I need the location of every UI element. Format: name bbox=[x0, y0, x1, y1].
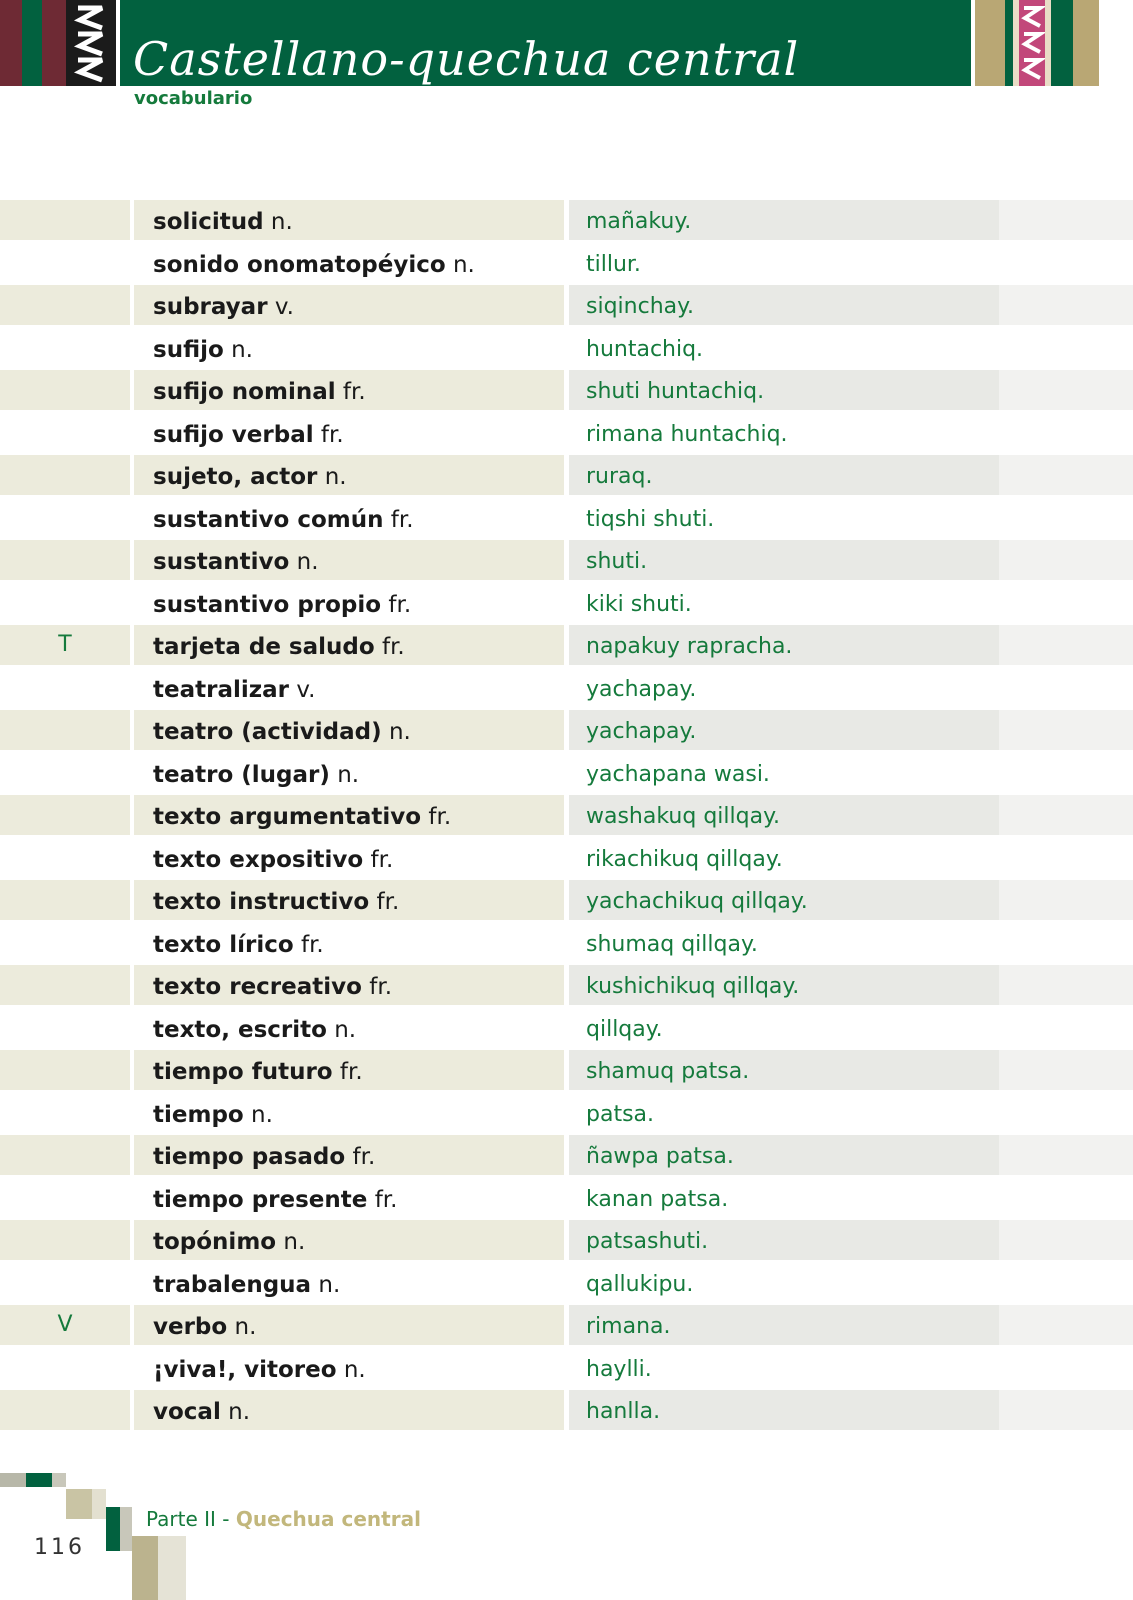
spanish-term: sufijo nominal bbox=[153, 379, 336, 405]
margin-cell bbox=[999, 668, 1133, 708]
letter-cell bbox=[0, 1348, 130, 1388]
margin-cell bbox=[999, 838, 1133, 878]
letter-cell bbox=[0, 880, 130, 920]
quechua-translation: rimana huntachiq. bbox=[586, 421, 788, 447]
spanish-term: sustantivo bbox=[153, 549, 290, 575]
quechua-translation: patsashuti. bbox=[586, 1229, 709, 1254]
margin-cell bbox=[999, 1263, 1133, 1303]
quechua-translation: patsa. bbox=[586, 1101, 655, 1127]
letter-cell bbox=[0, 1390, 130, 1430]
letter-cell bbox=[0, 795, 130, 835]
margin-cell bbox=[999, 1178, 1133, 1218]
spanish-entry bbox=[153, 762, 359, 788]
header-stripe bbox=[1051, 0, 1073, 86]
section-letter: T bbox=[58, 632, 72, 657]
page-title: Castellano-quechua central bbox=[133, 32, 800, 86]
grammar-tag: fr. bbox=[376, 889, 400, 915]
grammar-tag: fr. bbox=[320, 421, 344, 448]
spanish-term: texto argumentativo bbox=[153, 804, 422, 830]
spanish-entry bbox=[153, 507, 414, 533]
spanish-entry bbox=[153, 634, 405, 660]
quechua-translation: rimana. bbox=[586, 1314, 671, 1339]
quechua-translation: tillur. bbox=[586, 251, 641, 277]
quechua-translation: mañakuy. bbox=[586, 209, 692, 234]
grammar-tag: n. bbox=[251, 1101, 273, 1128]
letter-cell bbox=[0, 710, 130, 750]
margin-cell bbox=[999, 540, 1133, 580]
spanish-term: teatralizar bbox=[153, 676, 289, 703]
spanish-term: trabalengua bbox=[153, 1271, 312, 1298]
spanish-entry bbox=[153, 804, 451, 830]
spanish-entry bbox=[153, 422, 344, 448]
table-row bbox=[0, 243, 1133, 286]
margin-cell bbox=[999, 370, 1133, 410]
grammar-tag: fr. bbox=[428, 804, 452, 830]
quechua-translation: kiki shuti. bbox=[586, 591, 692, 617]
letter-cell bbox=[0, 455, 130, 495]
quechua-translation: napakuy rapracha. bbox=[586, 634, 793, 659]
spanish-entry bbox=[153, 974, 392, 1000]
header-stripe bbox=[0, 0, 22, 86]
table-row bbox=[0, 880, 1133, 923]
letter-cell bbox=[0, 328, 130, 368]
grammar-tag: n. bbox=[231, 336, 253, 363]
margin-cell bbox=[999, 1135, 1133, 1175]
spanish-term: texto, escrito bbox=[153, 1016, 327, 1043]
spanish-term: subrayar bbox=[153, 294, 268, 320]
grammar-tag: n. bbox=[324, 464, 347, 490]
table-row bbox=[0, 370, 1133, 413]
grammar-tag: fr. bbox=[339, 1059, 363, 1085]
spanish-entry bbox=[153, 889, 399, 915]
grammar-tag: n. bbox=[337, 761, 360, 788]
quechua-translation: tiqshi shuti. bbox=[586, 506, 715, 532]
margin-cell bbox=[999, 965, 1133, 1005]
table-row bbox=[0, 1178, 1133, 1221]
grammar-tag: fr. bbox=[370, 846, 394, 873]
quechua-translation: kushichikuq qillqay. bbox=[586, 974, 800, 999]
letter-cell bbox=[0, 1093, 130, 1133]
spanish-entry bbox=[153, 464, 347, 490]
spanish-entry bbox=[153, 1017, 356, 1043]
quechua-translation: qallukipu. bbox=[586, 1271, 694, 1297]
quechua-translation: washakuq qillqay. bbox=[586, 804, 780, 829]
grammar-tag: n. bbox=[318, 1271, 341, 1298]
table-row bbox=[0, 753, 1133, 796]
letter-cell bbox=[0, 200, 130, 240]
header-stripe bbox=[42, 0, 66, 86]
table-row bbox=[0, 285, 1133, 328]
margin-cell bbox=[999, 1093, 1133, 1133]
table-row bbox=[0, 455, 1133, 498]
header-stripe bbox=[1005, 0, 1013, 86]
spanish-term: tiempo presente bbox=[153, 1186, 368, 1213]
letter-cell bbox=[0, 838, 130, 878]
grammar-tag: n. bbox=[234, 1314, 257, 1340]
table-row bbox=[0, 965, 1133, 1008]
quechua-translation: siqinchay. bbox=[586, 294, 694, 319]
spanish-term: sufijo verbal bbox=[153, 421, 314, 448]
grammar-tag: n. bbox=[296, 549, 319, 575]
quechua-translation: hanlla. bbox=[586, 1399, 661, 1424]
table-row bbox=[0, 1093, 1133, 1136]
spanish-term: texto recreativo bbox=[153, 974, 362, 1000]
table-row bbox=[0, 1050, 1133, 1093]
grammar-tag: n. bbox=[452, 251, 475, 278]
footer-part: Parte II bbox=[146, 1507, 216, 1531]
letter-cell bbox=[0, 1220, 130, 1260]
spanish-entry bbox=[153, 549, 319, 575]
spanish-term: solicitud bbox=[153, 209, 264, 235]
spanish-term: tiempo pasado bbox=[153, 1144, 346, 1170]
letter-cell bbox=[0, 413, 130, 453]
quechua-translation: ñawpa patsa. bbox=[586, 1144, 734, 1169]
quechua-translation: shuti huntachiq. bbox=[586, 379, 765, 404]
margin-cell bbox=[999, 1220, 1133, 1260]
spanish-entry bbox=[153, 1059, 363, 1085]
spanish-term: vocal bbox=[153, 1399, 221, 1425]
table-row bbox=[0, 200, 1133, 243]
table-row bbox=[0, 1008, 1133, 1051]
letter-cell bbox=[0, 370, 130, 410]
margin-cell bbox=[999, 498, 1133, 538]
margin-cell bbox=[999, 455, 1133, 495]
table-row bbox=[0, 795, 1133, 838]
grammar-tag: fr. bbox=[374, 1186, 398, 1213]
spanish-term: texto expositivo bbox=[153, 846, 364, 873]
grammar-tag: fr. bbox=[352, 1144, 376, 1170]
table-row bbox=[0, 1305, 1133, 1348]
margin-cell bbox=[999, 1050, 1133, 1090]
spanish-entry bbox=[153, 294, 294, 320]
grammar-tag: n. bbox=[228, 1399, 251, 1425]
table-row bbox=[0, 328, 1133, 371]
quechua-translation: ruraq. bbox=[586, 464, 653, 489]
header-stripe bbox=[1099, 0, 1133, 86]
margin-cell bbox=[999, 1348, 1133, 1388]
spanish-entry bbox=[153, 1102, 273, 1128]
spanish-term: sustantivo común bbox=[153, 506, 384, 533]
spanish-entry bbox=[153, 337, 253, 363]
margin-cell bbox=[999, 625, 1133, 665]
margin-cell bbox=[999, 880, 1133, 920]
quechua-translation: shumaq qillqay. bbox=[586, 931, 758, 957]
margin-cell bbox=[999, 1305, 1133, 1345]
table-row bbox=[0, 668, 1133, 711]
quechua-translation: yachachikuq qillqay. bbox=[586, 889, 808, 914]
table-row bbox=[0, 838, 1133, 881]
grammar-tag: fr. bbox=[388, 591, 412, 618]
letter-cell bbox=[0, 753, 130, 793]
quechua-translation: yachapana wasi. bbox=[586, 761, 770, 787]
grammar-tag: n. bbox=[343, 1356, 366, 1383]
table-row bbox=[0, 540, 1133, 583]
spanish-term: tiempo bbox=[153, 1101, 244, 1128]
letter-cell bbox=[0, 668, 130, 708]
spanish-entry bbox=[153, 1272, 340, 1298]
spanish-term: topónimo bbox=[153, 1229, 277, 1255]
letter-cell bbox=[0, 583, 130, 623]
header-stripe bbox=[1073, 0, 1099, 86]
spanish-entry bbox=[153, 1399, 250, 1425]
letter-cell bbox=[0, 285, 130, 325]
spanish-term: sujeto, actor bbox=[153, 464, 318, 490]
weave-motif-right-icon bbox=[1019, 0, 1045, 86]
letter-cell bbox=[0, 1008, 130, 1048]
quechua-translation: shuti. bbox=[586, 549, 648, 574]
margin-cell bbox=[999, 1390, 1133, 1430]
letter-cell bbox=[0, 540, 130, 580]
letter-cell bbox=[0, 1178, 130, 1218]
spanish-entry bbox=[153, 1314, 256, 1340]
grammar-tag: fr. bbox=[381, 634, 405, 660]
grammar-tag: n. bbox=[270, 209, 293, 235]
margin-cell bbox=[999, 795, 1133, 835]
spanish-term: sufijo bbox=[153, 336, 224, 363]
grammar-tag: fr. bbox=[390, 506, 414, 533]
quechua-translation: shamuq patsa. bbox=[586, 1059, 750, 1084]
table-row bbox=[0, 1220, 1133, 1263]
margin-cell bbox=[999, 413, 1133, 453]
spanish-entry bbox=[153, 1229, 305, 1255]
table-row bbox=[0, 923, 1133, 966]
section-letter: V bbox=[57, 1312, 73, 1337]
table-row bbox=[0, 498, 1133, 541]
spanish-term: ¡viva!, vitoreo bbox=[153, 1356, 337, 1383]
spanish-term: tiempo futuro bbox=[153, 1059, 333, 1085]
spanish-term: texto lírico bbox=[153, 931, 294, 958]
margin-cell bbox=[999, 753, 1133, 793]
margin-cell bbox=[999, 243, 1133, 283]
spanish-term: verbo bbox=[153, 1314, 228, 1340]
letter-cell bbox=[0, 1135, 130, 1175]
grammar-tag: n. bbox=[334, 1016, 357, 1043]
margin-cell bbox=[999, 200, 1133, 240]
quechua-translation: haylli. bbox=[586, 1356, 652, 1382]
spanish-entry bbox=[153, 932, 324, 958]
letter-cell bbox=[0, 1263, 130, 1303]
table-row bbox=[0, 710, 1133, 753]
spanish-term: sustantivo propio bbox=[153, 591, 382, 618]
table-row bbox=[0, 413, 1133, 456]
quechua-translation: huntachiq. bbox=[586, 336, 704, 362]
table-row bbox=[0, 1348, 1133, 1391]
letter-cell bbox=[0, 243, 130, 283]
margin-cell bbox=[999, 285, 1133, 325]
page-number: 116 bbox=[34, 1535, 85, 1560]
spanish-entry bbox=[153, 252, 475, 278]
margin-cell bbox=[999, 328, 1133, 368]
spanish-entry bbox=[153, 379, 366, 405]
grammar-tag: fr. bbox=[369, 974, 393, 1000]
grammar-tag: fr. bbox=[300, 931, 324, 958]
table-row bbox=[0, 1390, 1133, 1433]
margin-cell bbox=[999, 583, 1133, 623]
letter-cell bbox=[0, 1050, 130, 1090]
quechua-translation: rikachikuq qillqay. bbox=[586, 846, 783, 872]
table-row bbox=[0, 1135, 1133, 1178]
grammar-tag: n. bbox=[283, 1229, 306, 1255]
spanish-entry bbox=[153, 1144, 375, 1170]
grammar-tag: v. bbox=[274, 294, 294, 320]
header-stripe bbox=[22, 0, 42, 86]
page-header bbox=[0, 0, 1133, 86]
footer-section: Quechua central bbox=[235, 1507, 421, 1531]
table-row bbox=[0, 583, 1133, 626]
vocabulary-table bbox=[0, 200, 1133, 1433]
quechua-translation: yachapay. bbox=[586, 719, 697, 744]
grammar-tag: fr. bbox=[342, 379, 366, 405]
spanish-term: tarjeta de saludo bbox=[153, 634, 375, 660]
margin-cell bbox=[999, 923, 1133, 963]
spanish-term: sonido onomatopéyico bbox=[153, 251, 446, 278]
letter-cell bbox=[0, 923, 130, 963]
quechua-translation: yachapay. bbox=[586, 676, 697, 702]
margin-cell bbox=[999, 710, 1133, 750]
spanish-entry bbox=[153, 847, 393, 873]
grammar-tag: n. bbox=[388, 719, 411, 745]
page-subtitle: vocabulario bbox=[134, 88, 253, 109]
table-row bbox=[0, 625, 1133, 668]
letter-cell bbox=[0, 965, 130, 1005]
spanish-entry bbox=[153, 677, 315, 703]
spanish-entry bbox=[153, 1357, 366, 1383]
header-stripe bbox=[975, 0, 1005, 86]
footer-section-label bbox=[146, 1507, 421, 1531]
spanish-entry bbox=[153, 1187, 397, 1213]
spanish-entry bbox=[153, 592, 411, 618]
margin-cell bbox=[999, 1008, 1133, 1048]
letter-cell bbox=[0, 498, 130, 538]
grammar-tag: v. bbox=[296, 676, 316, 703]
spanish-entry bbox=[153, 209, 293, 235]
weave-motif-left-icon bbox=[66, 0, 116, 86]
spanish-term: teatro (lugar) bbox=[153, 761, 330, 788]
spanish-entry bbox=[153, 719, 411, 745]
table-row bbox=[0, 1263, 1133, 1306]
spanish-term: teatro (actividad) bbox=[153, 719, 382, 745]
footer-separator: - bbox=[215, 1507, 236, 1531]
spanish-term: texto instructivo bbox=[153, 889, 370, 915]
quechua-translation: kanan patsa. bbox=[586, 1186, 729, 1212]
quechua-translation: qillqay. bbox=[586, 1016, 663, 1042]
